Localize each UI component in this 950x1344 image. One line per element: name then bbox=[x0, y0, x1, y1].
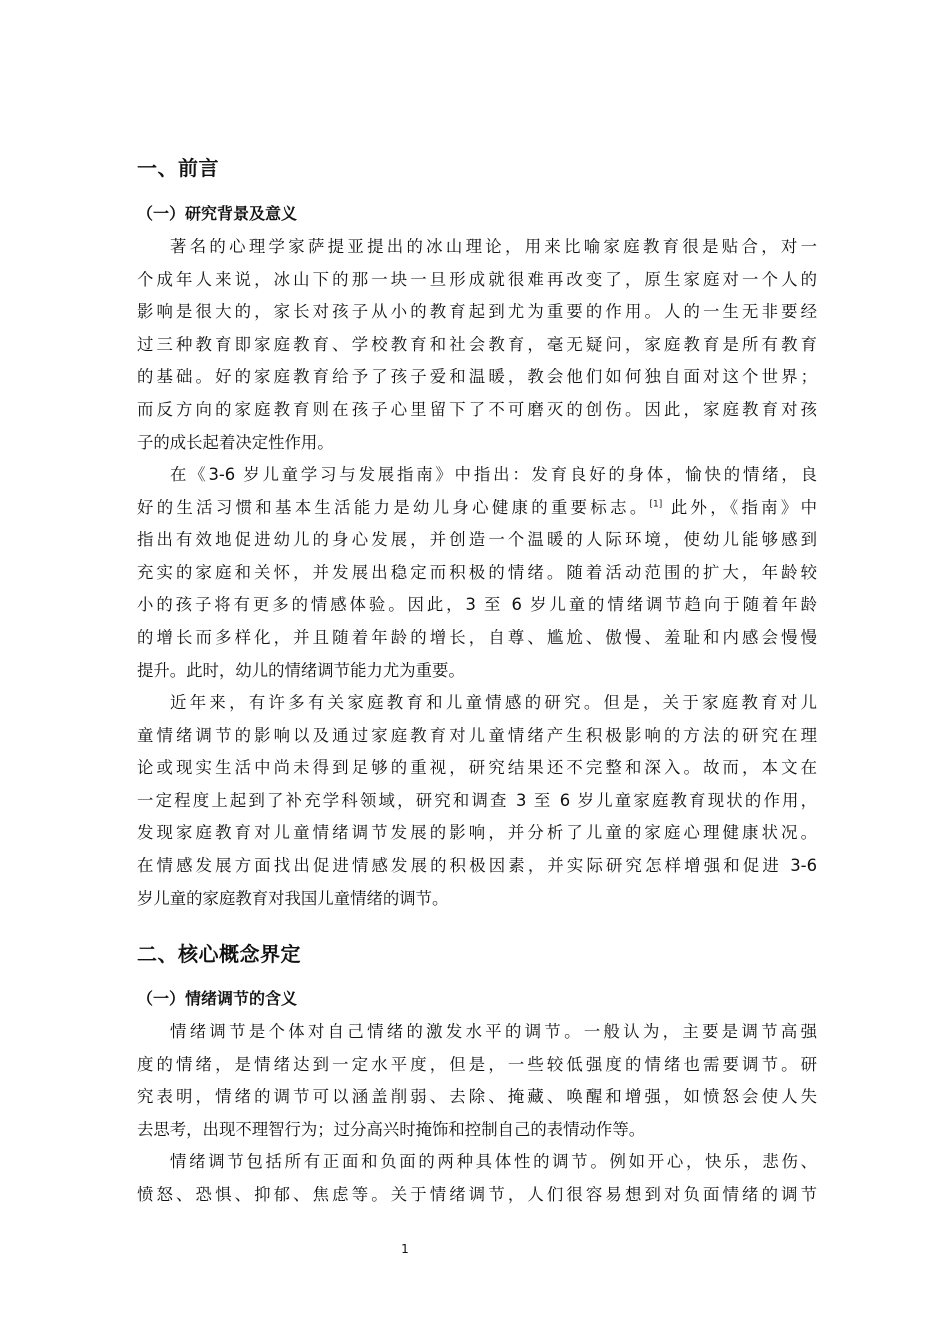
text-line: 个成年人来说，冰山下的那一块一旦形成就很难再改变了，原生家庭对一个人的 bbox=[137, 269, 817, 289]
text-line: 情绪调节包括所有正面和负面的两种具体性的调节。例如开心，快乐，悲伤、 bbox=[170, 1152, 817, 1171]
paragraph-background-2 bbox=[137, 459, 817, 687]
text-segment: 此外，《指南》中 bbox=[662, 497, 817, 517]
paragraph-emotion-regulation-2 bbox=[137, 1146, 817, 1211]
text-line: 指出有效地促进幼儿的身心发展，并创造一个温暖的人际环境，使幼儿能够感到 bbox=[137, 530, 817, 550]
text-line: 童情绪调节的影响以及通过家庭教育对儿童情绪产生积极影响的方法的研究在理 bbox=[137, 725, 817, 745]
text-line: 在《3-6 岁儿童学习与发展指南》中指出：发育良好的身体，愉快的情绪，良 bbox=[170, 465, 817, 484]
subsection-heading-background: （一）研究背景及意义 bbox=[137, 204, 298, 223]
citation-marker: [1] bbox=[649, 499, 663, 510]
paragraph-background-3 bbox=[137, 687, 817, 915]
text-line bbox=[137, 492, 817, 525]
paragraph-background-1 bbox=[137, 231, 817, 459]
text-line: 岁儿童的家庭教育对我国儿童情绪的调节。 bbox=[137, 888, 449, 908]
text-line: 度的情绪，是情绪达到一定水平度，但是，一些较低强度的情绪也需要调节。研 bbox=[137, 1054, 817, 1074]
text-line: 近年来，有许多有关家庭教育和儿童情感的研究。但是，关于家庭教育对儿 bbox=[170, 693, 817, 712]
text-line: 去思考，出现不理智行为；过分高兴时掩饰和控制自己的表情动作等。 bbox=[137, 1119, 646, 1139]
text-line: 提升。此时，幼儿的情绪调节能力尤为重要。 bbox=[137, 660, 465, 680]
text-line: 发现家庭教育对儿童情绪调节发展的影响，并分析了儿童的家庭心理健康状况。 bbox=[137, 823, 817, 843]
text-line: 的基础。好的家庭教育给予了孩子爱和温暖，教会他们如何独自面对这个世界； bbox=[137, 367, 817, 387]
text-line: 小的孩子将有更多的情感体验。因此，3 至 6 岁儿童的情绪调节趋向于随着年龄 bbox=[137, 595, 817, 615]
text-line: 论或现实生活中尚未得到足够的重视，研究结果还不完整和深入。故而，本文在 bbox=[137, 758, 817, 778]
text-line: 著名的心理学家萨提亚提出的冰山理论，用来比喻家庭教育很是贴合，对一 bbox=[170, 237, 817, 256]
subsection-heading-emotion-regulation: （一）情绪调节的含义 bbox=[137, 989, 298, 1008]
text-line: 究表明，情绪的调节可以涵盖削弱、去除、掩藏、唤醒和增强，如愤怒会使人失 bbox=[137, 1087, 817, 1107]
section-heading-core-concepts: 二、核心概念界定 bbox=[137, 942, 301, 966]
text-line: 的增长而多样化，并且随着年龄的增长，自尊、尴尬、傲慢、羞耻和内感会慢慢 bbox=[137, 627, 817, 647]
section-heading-preface: 一、前言 bbox=[137, 156, 219, 180]
text-line: 而反方向的家庭教育则在孩子心里留下了不可磨灭的创伤。因此，家庭教育对孩 bbox=[137, 399, 817, 419]
text-line: 愤怒、恐惧、抑郁、焦虑等。关于情绪调节，人们很容易想到对负面情绪的调节 bbox=[137, 1184, 817, 1204]
text-line: 子的成长起着决定性作用。 bbox=[137, 432, 334, 452]
paragraph-emotion-regulation-1 bbox=[137, 1016, 817, 1146]
text-line: 情绪调节是个体对自己情绪的激发水平的调节。一般认为，主要是调节高强 bbox=[170, 1022, 817, 1041]
text-line: 过三种教育即家庭教育、学校教育和社会教育，毫无疑问，家庭教育是所有教育 bbox=[137, 334, 817, 354]
text-line: 充实的家庭和关怀，并发展出稳定而积极的情绪。随着活动范围的扩大，年龄较 bbox=[137, 562, 817, 582]
page-number: 1 bbox=[401, 1242, 409, 1256]
text-line: 一定程度上起到了补充学科领域，研究和调查 3 至 6 岁儿童家庭教育现状的作用， bbox=[137, 790, 817, 810]
text-segment: 好的生活习惯和基本生活能力是幼儿身心健康的重要标志。 bbox=[137, 497, 650, 517]
text-line: 在情感发展方面找出促进情感发展的积极因素，并实际研究怎样增强和促进 3-6 bbox=[137, 855, 817, 875]
text-line: 影响是很大的，家长对孩子从小的教育起到尤为重要的作用。人的一生无非要经 bbox=[137, 302, 817, 322]
